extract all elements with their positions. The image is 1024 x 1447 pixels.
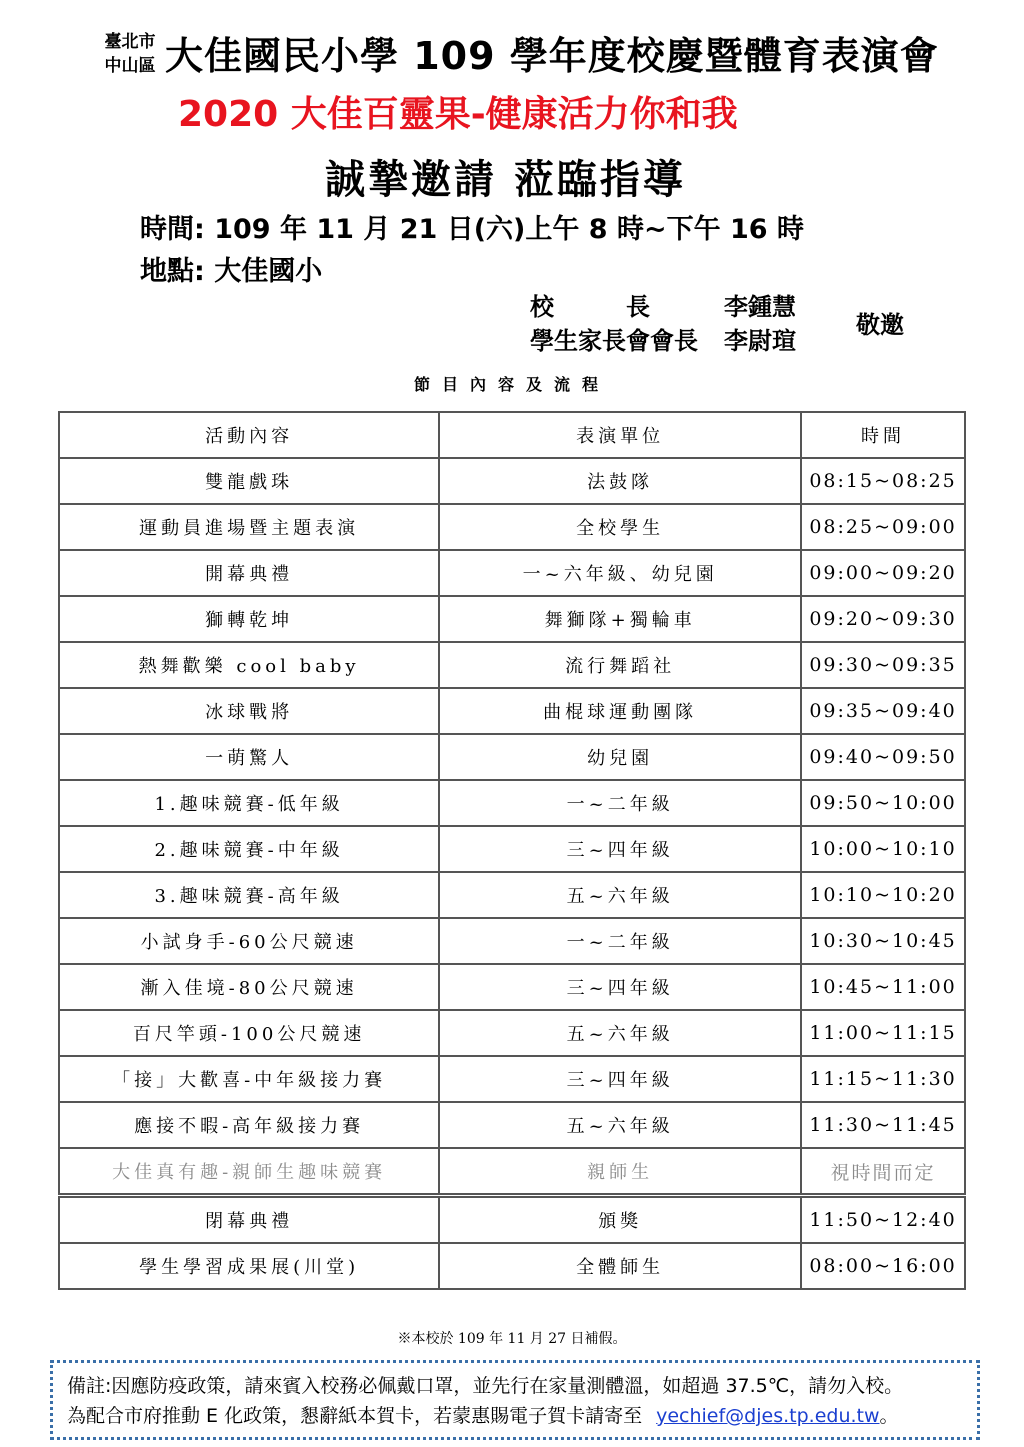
unit-cell: 五~六年級	[439, 872, 801, 918]
unit-cell: 親師生	[439, 1148, 801, 1196]
activity-cell: 1.趣味競賽-低年級	[59, 780, 439, 826]
table-row	[59, 688, 965, 734]
email-link[interactable]: yechief@djes.tp.edu.tw	[656, 1405, 880, 1427]
activity-cell: 應接不暇-高年級接力賽	[59, 1102, 439, 1148]
activity-cell: 「接」大歡喜-中年級接力賽	[59, 1056, 439, 1102]
unit-cell: 一~六年級、幼兒園	[439, 550, 801, 596]
table-row	[59, 1243, 965, 1289]
table-row	[59, 826, 965, 872]
unit-cell: 三~四年級	[439, 826, 801, 872]
unit-cell: 法鼓隊	[439, 458, 801, 504]
unit-cell: 曲棍球運動團隊	[439, 688, 801, 734]
remark-line-1: 備註:因應防疫政策，請來賓入校務必佩戴口罩，並先行在家量測體溫，如超過 37.5℃，請勿入校。	[67, 1375, 904, 1397]
principal-name: 李鍾慧	[724, 293, 796, 321]
unit-cell: 全校學生	[439, 504, 801, 550]
activity-cell: 2.趣味競賽-中年級	[59, 826, 439, 872]
unit-cell: 五~六年級	[439, 1010, 801, 1056]
invitation-heading: 誠摯邀請 蒞臨指導	[325, 157, 686, 203]
district-label	[100, 30, 160, 78]
time-cell: 10:10~10:20	[801, 872, 965, 918]
activity-cell: 學生學習成果展(川堂)	[59, 1243, 439, 1289]
unit-cell: 三~四年級	[439, 1056, 801, 1102]
table-row	[59, 780, 965, 826]
remark-line-2-text: 為配合市府推動 E 化政策，懇辭紙本賀卡，若蒙惠賜電子賀卡請寄至	[67, 1405, 643, 1427]
time-cell: 09:30~09:35	[801, 642, 965, 688]
pta-name: 李尉瑄	[724, 327, 796, 355]
unit-cell: 一~二年級	[439, 780, 801, 826]
time-cell: 08:15~08:25	[801, 458, 965, 504]
activity-cell: 開幕典禮	[59, 550, 439, 596]
district-line-1: 臺北市	[104, 32, 156, 52]
time-cell: 11:30~11:45	[801, 1102, 965, 1148]
remark-line-2	[67, 1401, 963, 1431]
event-time: 時間: 109 年 11 月 21 日(六)上午 8 時~下午 16 時	[140, 214, 804, 245]
unit-cell: 舞獅隊+獨輪車	[439, 596, 801, 642]
holiday-note: ※本校於 109 年 11 月 27 日補假。	[397, 1331, 627, 1347]
principal-title: 校 長	[530, 293, 650, 321]
table-header-row	[59, 412, 965, 458]
time-cell: 10:00~10:10	[801, 826, 965, 872]
unit-cell: 流行舞蹈社	[439, 642, 801, 688]
table-row	[59, 964, 965, 1010]
table-row	[59, 918, 965, 964]
unit-cell: 全體師生	[439, 1243, 801, 1289]
time-cell: 09:00~09:20	[801, 550, 965, 596]
district-line-2: 中山區	[104, 56, 156, 76]
unit-cell: 一~二年級	[439, 918, 801, 964]
table-row	[59, 1056, 965, 1102]
table-row	[59, 596, 965, 642]
event-title: 大佳國民小學 109 學年度校慶暨體育表演會	[165, 34, 939, 78]
table-row	[59, 872, 965, 918]
table-row	[59, 1196, 965, 1244]
activity-cell: 漸入佳境-80公尺競速	[59, 964, 439, 1010]
event-subtitle: 2020 大佳百靈果-健康活力你和我	[178, 94, 738, 135]
remark-line-2-end: 。	[879, 1405, 899, 1427]
table-row	[59, 1010, 965, 1056]
time-cell: 10:45~11:00	[801, 964, 965, 1010]
activity-cell: 熱舞歡樂 cool baby	[59, 642, 439, 688]
activity-cell: 小試身手-60公尺競速	[59, 918, 439, 964]
time-cell: 11:50~12:40	[801, 1196, 965, 1244]
time-cell: 08:25~09:00	[801, 504, 965, 550]
column-header-activity: 活動內容	[59, 412, 439, 458]
table-row	[59, 642, 965, 688]
column-header-unit: 表演單位	[439, 412, 801, 458]
table-row	[59, 1102, 965, 1148]
pta-title: 學生家長會會長	[530, 327, 698, 355]
time-cell: 09:40~09:50	[801, 734, 965, 780]
unit-cell: 頒獎	[439, 1196, 801, 1244]
time-cell: 11:15~11:30	[801, 1056, 965, 1102]
column-header-time: 時間	[801, 412, 965, 458]
time-cell: 視時間而定	[801, 1148, 965, 1196]
activity-cell: 一萌驚人	[59, 734, 439, 780]
remarks-box	[50, 1360, 980, 1440]
activity-cell: 百尺竿頭-100公尺競速	[59, 1010, 439, 1056]
unit-cell: 五~六年級	[439, 1102, 801, 1148]
table-row	[59, 504, 965, 550]
activity-cell: 3.趣味競賽-高年級	[59, 872, 439, 918]
unit-cell: 三~四年級	[439, 964, 801, 1010]
time-cell: 08:00~16:00	[801, 1243, 965, 1289]
unit-cell: 幼兒園	[439, 734, 801, 780]
program-heading: 節目內容及流程	[413, 375, 610, 394]
activity-cell: 獅轉乾坤	[59, 596, 439, 642]
program-table	[58, 411, 966, 1290]
activity-cell: 大佳真有趣-親師生趣味競賽	[59, 1148, 439, 1196]
regards: 敬邀	[856, 311, 904, 339]
activity-cell: 冰球戰將	[59, 688, 439, 734]
event-place: 地點: 大佳國小	[140, 256, 323, 287]
table-row	[59, 734, 965, 780]
activity-cell: 雙龍戲珠	[59, 458, 439, 504]
time-cell: 09:50~10:00	[801, 780, 965, 826]
activity-cell: 閉幕典禮	[59, 1196, 439, 1244]
table-row	[59, 550, 965, 596]
table-row	[59, 1148, 965, 1196]
time-cell: 10:30~10:45	[801, 918, 965, 964]
time-cell: 11:00~11:15	[801, 1010, 965, 1056]
table-row	[59, 458, 965, 504]
time-cell: 09:20~09:30	[801, 596, 965, 642]
time-cell: 09:35~09:40	[801, 688, 965, 734]
activity-cell: 運動員進場暨主題表演	[59, 504, 439, 550]
